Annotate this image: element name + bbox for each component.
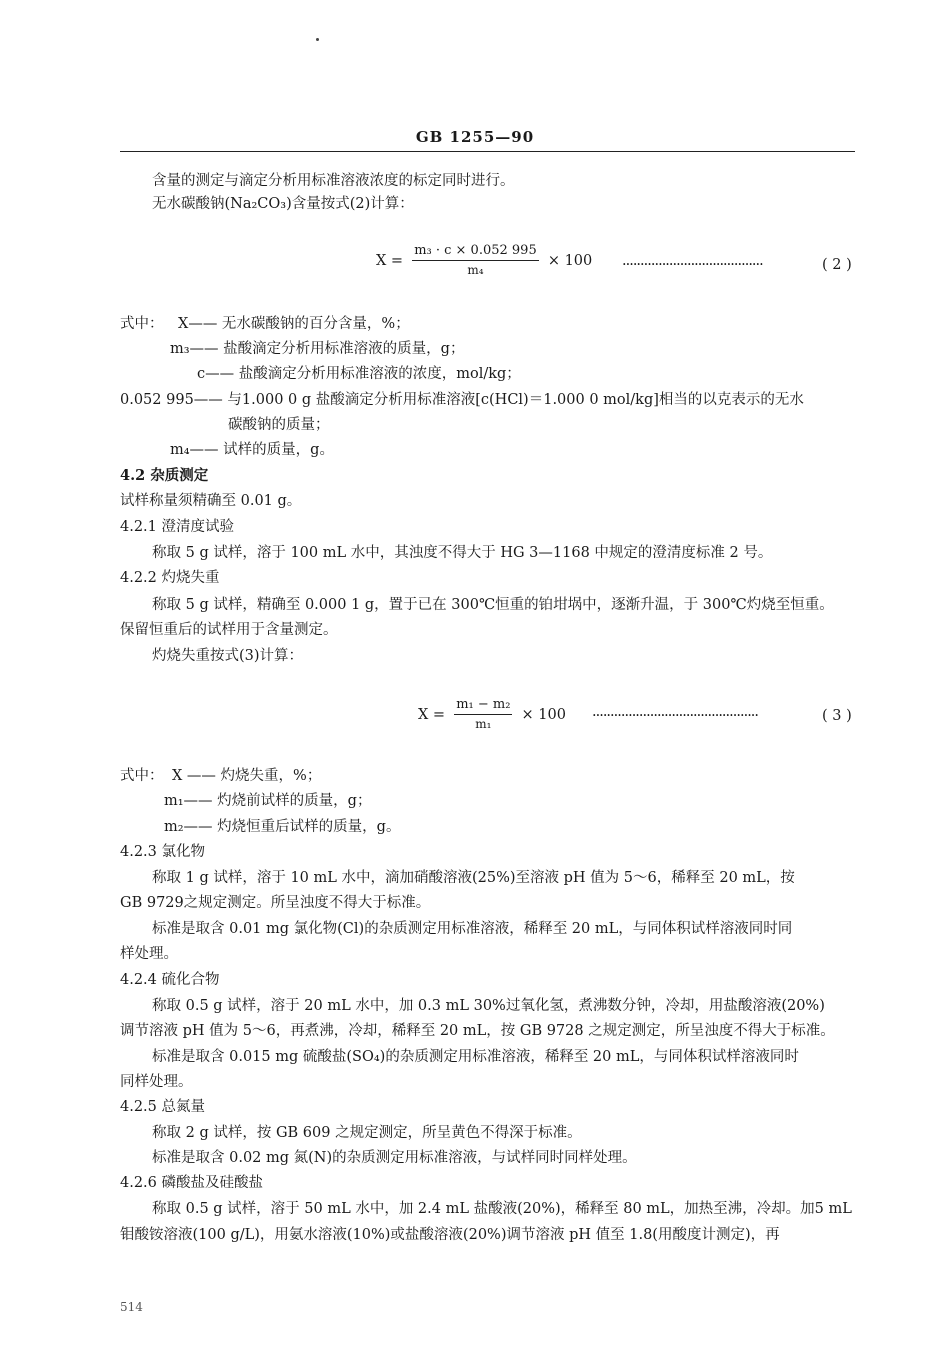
- equation-number: ( 3 ): [822, 708, 852, 724]
- where-item: c—— 盐酸滴定分析用标准溶液的浓度，mol/kg；: [197, 366, 521, 382]
- equation-3: [418, 697, 566, 732]
- paragraph: 同样处理。: [120, 1074, 193, 1090]
- paragraph: 称取 5 g 试样，溶于 100 mL 水中，其浊度不得大于 HG 3—1168 中规定的澄清度标准 2 号。: [152, 545, 773, 561]
- paragraph: 试样称量须精确至 0.01 g。: [120, 493, 302, 509]
- scan-speck: [316, 38, 319, 41]
- subsection-heading: 4.2.5 总氮量: [120, 1099, 206, 1115]
- paragraph: 称取 1 g 试样，溶于 10 mL 水中，滴加硝酸溶液(25%)至溶液 pH 值为 5～6，稀释至 20 mL，按: [152, 870, 795, 886]
- where-item: m₄—— 试样的质量，g。: [170, 442, 334, 458]
- where-item: m₂—— 灼烧恒重后试样的质量，g。: [164, 819, 401, 835]
- numerator: m₁ − m₂: [454, 697, 512, 715]
- where-item: X—— 无水碳酸钠的百分含量，%；: [178, 316, 410, 332]
- paragraph: 标准是取含 0.015 mg 硫酸盐(SO₄)的杂质测定用标准溶液，稀释至 20 mL，与同体积试样溶液同时: [152, 1049, 799, 1065]
- equation-rhs: × 100: [547, 253, 593, 269]
- where-item: m₁—— 灼烧前试样的质量，g；: [164, 793, 372, 809]
- paragraph: 含量的测定与滴定分析用标准溶液浓度的标定同时进行。: [152, 173, 515, 189]
- paragraph: 无水碳酸钠(Na₂CO₃)含量按式(2)计算：: [152, 196, 414, 212]
- paragraph: 标准是取含 0.01 mg 氯化物(Cl)的杂质测定用标准溶液，稀释至 20 mL，与同体积试样溶液同时同: [152, 921, 793, 937]
- equation-rhs: × 100: [521, 707, 566, 723]
- subsection-heading: 4.2.3 氯化物: [120, 844, 206, 860]
- paragraph: 称取 0.5 g 试样，溶于 20 mL 水中，加 0.3 mL 30%过氧化氢，煮沸数分钟，冷却，用盐酸溶液(20%): [152, 998, 825, 1014]
- page-header: GB 1255—90: [415, 128, 535, 146]
- leader-dots: ··············································: [592, 708, 759, 724]
- leader-dots: ·······································: [622, 257, 763, 273]
- section-heading: 4.2 杂质测定: [120, 467, 209, 484]
- where-lead: 式中：: [120, 768, 164, 784]
- equation-2: [376, 243, 592, 278]
- equation-number: ( 2 ): [822, 257, 852, 273]
- equation-lhs: X =: [376, 253, 404, 269]
- paragraph: 钼酸铵溶液(100 g/L)，用氨水溶液(10%)或盐酸溶液(20%)调节溶液 pH 值至 1.8(用酸度计测定)，再: [120, 1227, 780, 1243]
- where-item: 0.052 995—— 与1.000 0 g 盐酸滴定分析用标准溶液[c(HCl)＝1.000 0 mol/kg]相当的以克表示的无水: [120, 392, 804, 408]
- where-lead: 式中：: [120, 316, 164, 332]
- numerator: m₃ · c × 0.052 995: [412, 243, 539, 261]
- fraction: [454, 697, 512, 732]
- header-rule: [120, 151, 855, 152]
- where-item: m₃—— 盐酸滴定分析用标准溶液的质量，g；: [170, 341, 465, 357]
- where-item: X —— 灼烧失重，%；: [172, 768, 322, 784]
- paragraph: 样处理。: [120, 946, 178, 962]
- paragraph: GB 9729之规定测定。所呈浊度不得大于标准。: [120, 895, 431, 911]
- paragraph: 称取 2 g 试样，按 GB 609 之规定测定，所呈黄色不得深于标准。: [152, 1125, 582, 1141]
- paragraph: 灼烧失重按式(3)计算：: [152, 648, 304, 664]
- paragraph: 保留恒重后的试样用于含量测定。: [120, 622, 338, 638]
- paragraph: 称取 5 g 试样，精确至 0.000 1 g，置于已在 300℃恒重的铂坩埚中，逐渐升温，于 300℃灼烧至恒重。: [152, 597, 834, 613]
- subsection-heading: 4.2.2 灼烧失重: [120, 570, 220, 586]
- subsection-heading: 4.2.6 磷酸盐及硅酸盐: [120, 1175, 264, 1191]
- denominator: m₄: [467, 263, 484, 277]
- page-number: 514: [120, 1300, 143, 1314]
- equation-lhs: X =: [418, 707, 446, 723]
- paragraph: 标准是取含 0.02 mg 氮(N)的杂质测定用标准溶液，与试样同时同样处理。: [152, 1150, 637, 1166]
- where-item-cont: 碳酸钠的质量；: [228, 417, 330, 433]
- paragraph: 调节溶液 pH 值为 5～6，再煮沸，冷却，稀释至 20 mL，按 GB 9728 之规定测定，所呈浊度不得大于标准。: [120, 1023, 835, 1039]
- denominator: m₁: [475, 717, 492, 731]
- paragraph: 称取 0.5 g 试样，溶于 50 mL 水中，加 2.4 mL 盐酸液(20%)，稀释至 80 mL，加热至沸，冷却。加5 mL: [152, 1201, 852, 1217]
- subsection-heading: 4.2.1 澄清度试验: [120, 519, 235, 535]
- fraction: [412, 243, 539, 278]
- subsection-heading: 4.2.4 硫化合物: [120, 972, 220, 988]
